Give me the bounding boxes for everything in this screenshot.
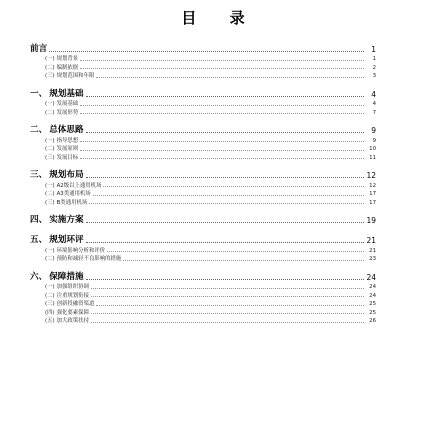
toc-subsection-label <box>45 99 78 107</box>
toc-page-number: 24 <box>366 272 376 282</box>
toc-section-entry[interactable] <box>30 266 376 282</box>
toc-page-number: 26 <box>369 318 376 325</box>
toc-subsection-label <box>45 71 94 79</box>
toc-page-number: 25 <box>369 309 376 316</box>
toc-page-number: 9 <box>372 137 376 144</box>
dot-leader <box>93 194 364 196</box>
toc-subsection-label <box>45 198 87 206</box>
toc-subsection-number: (一) <box>45 101 55 108</box>
toc-subsection-entry[interactable] <box>30 197 376 206</box>
toc-subsection-entry[interactable] <box>30 290 376 299</box>
toc-subsection-entry[interactable] <box>30 180 376 189</box>
dot-leader <box>123 259 364 261</box>
toc-subsection-title: 规划背景 <box>56 56 79 63</box>
toc-page-number: 4 <box>372 101 376 108</box>
toc-subsection-label <box>45 282 89 290</box>
toc-subsection-label <box>45 291 89 299</box>
toc-subsection-title: 加强组织协调 <box>56 284 89 291</box>
dot-leader <box>96 76 364 78</box>
toc-page-number: 7 <box>372 109 376 116</box>
toc-page-number: 23 <box>369 256 376 263</box>
dot-leader <box>80 59 364 61</box>
toc-section-label <box>30 270 84 282</box>
toc-subsection-title: 规划范围和年限 <box>56 73 95 80</box>
dot-leader <box>80 67 364 69</box>
dot-leader <box>80 140 364 142</box>
toc-subsection-label <box>45 136 78 144</box>
dot-leader <box>80 112 364 114</box>
toc-page-number: 4 <box>371 89 376 99</box>
toc-subsection-number: (三) <box>45 301 55 308</box>
toc-section-label <box>30 123 84 135</box>
toc-subsection-label <box>45 181 101 189</box>
toc-subsection-number: (二) <box>45 146 55 153</box>
dot-leader <box>91 287 364 289</box>
toc-page-number: 25 <box>369 301 376 308</box>
dot-leader <box>80 104 364 106</box>
toc-section-entry[interactable] <box>30 229 376 245</box>
toc-subsection-number: (一) <box>45 182 55 189</box>
toc-section-label <box>30 168 84 180</box>
toc-subsection-entry[interactable] <box>30 62 376 71</box>
toc-section-title: 总体思路 <box>49 125 84 136</box>
toc-section-title: 规划环评 <box>49 235 84 246</box>
toc-page-number: 12 <box>369 182 376 189</box>
toc-subsection-label <box>45 144 78 152</box>
toc-subsection-label <box>45 153 78 161</box>
toc-section-entry[interactable] <box>30 210 376 226</box>
toc-subsection-title: 发展原则 <box>56 146 79 153</box>
toc-subsection-entry[interactable] <box>30 152 376 161</box>
toc-subsection-number: (五) <box>45 318 55 325</box>
toc-section-number: 三、 <box>30 170 48 181</box>
toc-subsection-entry[interactable] <box>30 99 376 108</box>
toc-page-number: 10 <box>369 146 376 153</box>
toc-subsection-title: 环境影响分析和评价 <box>56 247 106 254</box>
toc-subsection-label <box>45 308 89 316</box>
toc-page-number: 3 <box>372 73 376 80</box>
toc-subsection-entry[interactable] <box>30 189 376 198</box>
toc-subsection-entry[interactable] <box>30 135 376 144</box>
toc-subsection-entry[interactable] <box>30 245 376 254</box>
toc-page-number: 1 <box>371 44 376 54</box>
toc-subsection-label <box>45 63 78 71</box>
toc-section-title: 规划基础 <box>49 88 84 99</box>
toc-subsection-title: 强化要素保障 <box>56 309 89 316</box>
dot-leader <box>49 50 364 52</box>
toc-page-number: 17 <box>369 191 376 198</box>
toc-subsection-entry[interactable] <box>30 307 376 316</box>
dot-leader <box>80 149 364 151</box>
toc-section-title: 保障措施 <box>49 271 84 282</box>
toc-subsection-number: (一) <box>45 284 55 291</box>
toc-subsection-label <box>45 108 78 116</box>
toc-section-title: 前言 <box>30 43 48 54</box>
toc-section-number: 一、 <box>30 88 48 99</box>
toc-subsection-entry[interactable] <box>30 107 376 116</box>
toc-page-number: 21 <box>369 247 376 254</box>
toc-page-number: 21 <box>366 236 376 246</box>
dot-leader <box>86 241 364 243</box>
dot-leader <box>86 131 364 133</box>
toc-subsection-number: (二) <box>45 292 55 299</box>
toc-subsection-entry[interactable] <box>30 254 376 263</box>
dot-leader <box>103 185 364 187</box>
toc-subsection-number: (三) <box>45 73 55 80</box>
toc-page-number: 1 <box>372 56 376 63</box>
dot-leader <box>91 295 364 297</box>
dot-leader <box>91 312 364 314</box>
dot-leader <box>107 250 364 252</box>
toc-section-title: 规划布局 <box>49 170 84 181</box>
toc-page-number: 24 <box>369 292 376 299</box>
toc-section-entry[interactable] <box>30 38 376 54</box>
toc-subsection-label <box>45 299 94 307</box>
toc-subsection-title: 发展基础 <box>56 101 79 108</box>
toc-subsection-entry[interactable] <box>30 299 376 308</box>
toc-subsection-entry[interactable] <box>30 282 376 291</box>
toc-section-label <box>30 233 84 245</box>
toc-subsection-number: (一) <box>45 247 55 254</box>
dot-leader <box>80 157 364 159</box>
toc-section-number: 六、 <box>30 271 48 282</box>
dot-leader <box>86 176 364 178</box>
toc-subsection-label <box>45 254 121 262</box>
toc-page-number: 2 <box>372 64 376 71</box>
toc-subsection-number: (二) <box>45 256 55 263</box>
toc-page-number: 9 <box>371 126 376 136</box>
toc-subsection-number: (二) <box>45 64 55 71</box>
table-of-contents <box>30 38 376 324</box>
toc-subsection-title: 注重规划衔接 <box>56 292 89 299</box>
toc-subsection-label <box>45 54 78 62</box>
toc-subsection-number: (一) <box>45 137 55 144</box>
dot-leader <box>89 202 364 204</box>
toc-subsection-label <box>45 246 105 254</box>
toc-subsection-title: A2级以上通用机场 <box>56 182 102 189</box>
toc-page-number: 12 <box>366 171 376 181</box>
toc-subsection-title: 发展目标 <box>56 154 79 161</box>
toc-subsection-entry[interactable] <box>30 54 376 63</box>
toc-subsection-title: 创新投融资渠道 <box>56 301 95 308</box>
dot-leader <box>86 221 364 223</box>
toc-subsection-number: (四) <box>45 309 55 316</box>
toc-section-title: 实施方案 <box>49 215 84 226</box>
toc-subsection-number: (一) <box>45 56 55 63</box>
toc-subsection-number: (三) <box>45 199 55 206</box>
toc-subsection-number: (二) <box>45 109 55 116</box>
toc-subsection-number: (三) <box>45 154 55 161</box>
toc-subsection-label <box>45 316 89 324</box>
toc-subsection-title: 指导思想 <box>56 137 79 144</box>
toc-subsection-title: 发展形势 <box>56 109 79 116</box>
toc-section-label <box>30 213 84 225</box>
toc-section-entry[interactable] <box>30 165 376 181</box>
toc-subsection-title: 加大政策扶持 <box>56 318 89 325</box>
toc-section-number: 四、 <box>30 215 48 226</box>
toc-page-number: 24 <box>369 284 376 291</box>
toc-subsection-title: A3类通用机场 <box>56 191 91 198</box>
dot-leader <box>96 304 364 306</box>
toc-section-label <box>30 87 84 99</box>
toc-page-number: 11 <box>369 154 376 161</box>
dot-leader <box>86 95 364 97</box>
toc-section-entry[interactable] <box>30 83 376 99</box>
toc-subsection-label <box>45 189 91 197</box>
toc-subsection-title: 编制依据 <box>56 64 79 71</box>
toc-section-label <box>30 42 47 54</box>
toc-subsection-number: (二) <box>45 191 55 198</box>
toc-section-number: 五、 <box>30 235 48 246</box>
toc-subsection-title: B类通用机场 <box>56 199 88 206</box>
toc-subsection-title: 预防和减轻不良影响的措施 <box>56 256 122 263</box>
toc-page-number: 17 <box>369 199 376 206</box>
toc-page-number: 19 <box>366 216 376 226</box>
dot-leader <box>86 278 364 280</box>
toc-subsection-entry[interactable] <box>30 71 376 80</box>
toc-subsection-entry[interactable] <box>30 316 376 325</box>
page-title: 目 录 <box>181 9 259 27</box>
toc-subsection-entry[interactable] <box>30 144 376 153</box>
dot-leader <box>91 321 364 323</box>
toc-section-number: 二、 <box>30 125 48 136</box>
toc-section-entry[interactable] <box>30 120 376 136</box>
